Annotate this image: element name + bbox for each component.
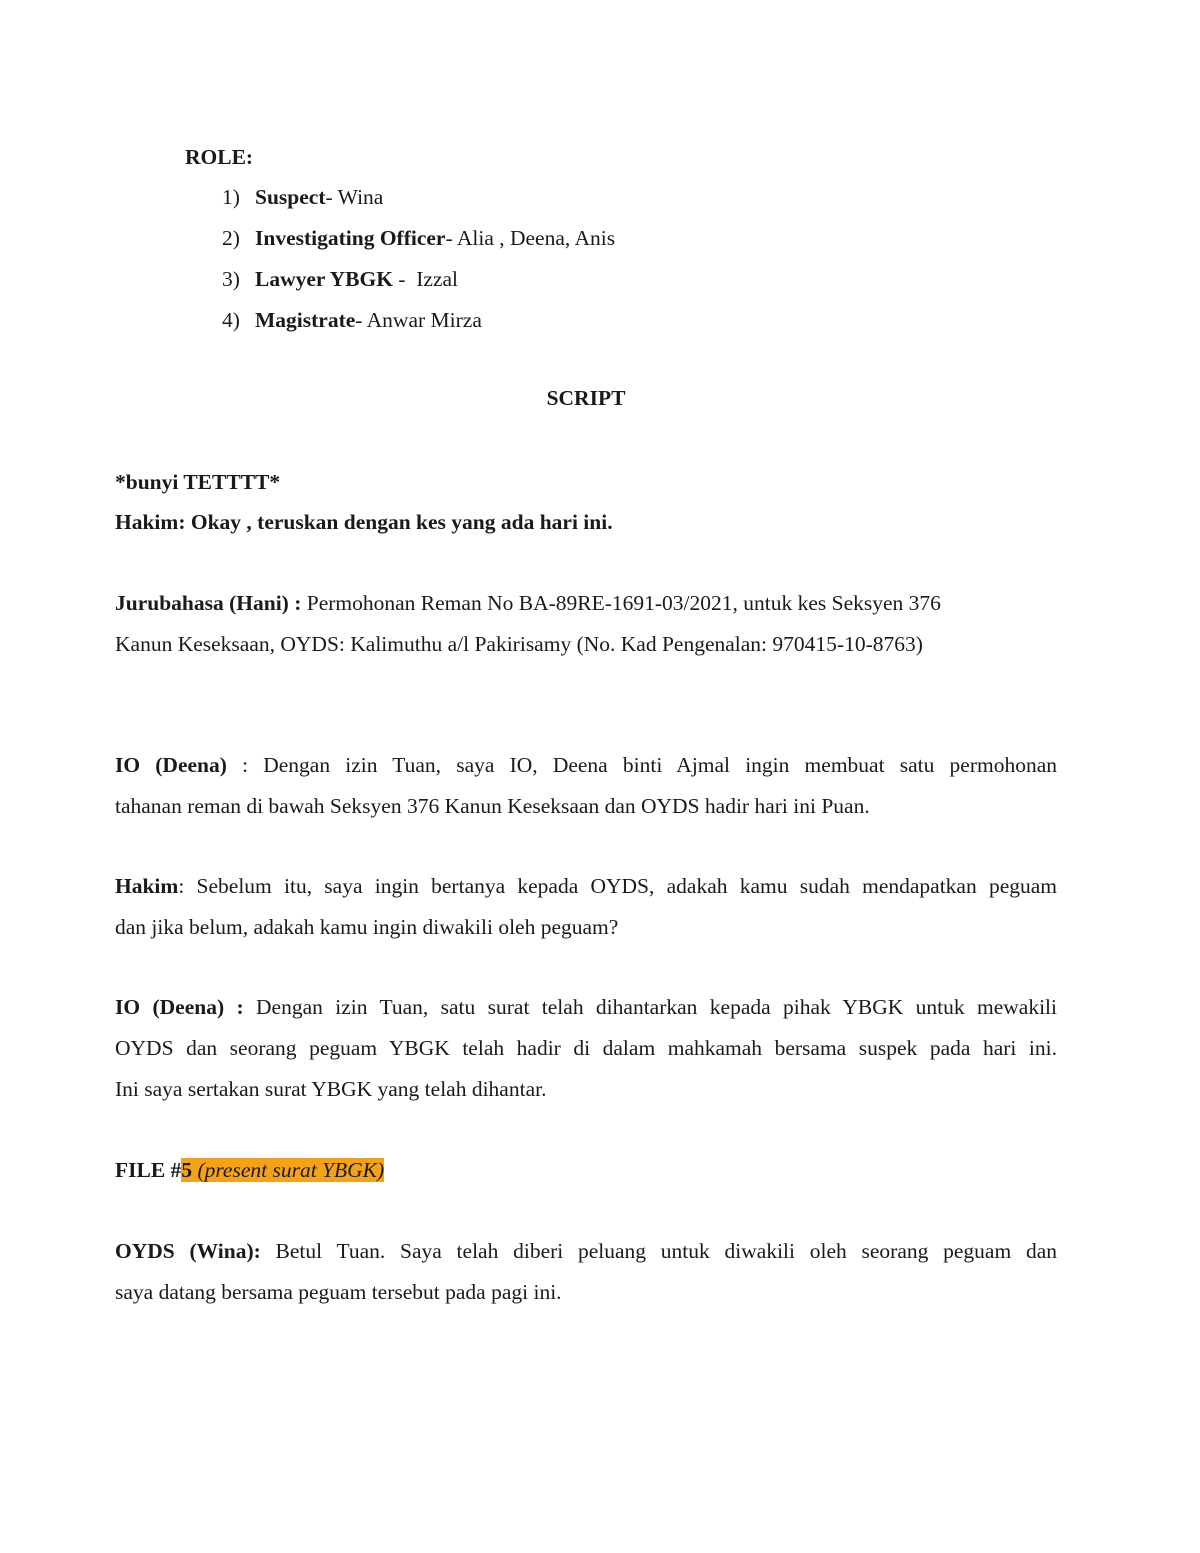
io-deena-paragraph-2: IO (Deena) : Dengan izin Tuan, satu surat telah dihantarkan kepada pihak YBGK untuk mewakili OYDS dan seorang peguam YBGK telah hadir di dalam mahkamah bersama suspek pada hari ini. Ini saya sertakan surat YBGK yang telah dihantar. [115, 995, 1058, 1101]
jurubahasa-paragraph: Jurubahasa (Hani) : Permohonan Reman No BA-89RE-1691-03/2021, untuk kes Seksyen 376 Kanun Keseksaan, OYDS: Kalimuthu a/l Pakirisamy (No. Kad Pengenalan: 970415-10-8763) [115, 591, 941, 656]
file-number-highlight: 5 [181, 1158, 193, 1182]
io-deena-paragraph-1: IO (Deena) : Dengan izin Tuan, saya IO, Deena binti Ajmal ingin membuat satu permohonan tahanan reman di bawah Seksyen 376 Kanun Keseksaan dan OYDS hadir hari ini Puan. [115, 753, 1057, 818]
role-item: 4) Magistrate- Anwar Mirza [222, 308, 482, 332]
speaker-label: IO (Deena) [115, 753, 227, 777]
speaker-label: Jurubahasa (Hani) : [115, 591, 302, 615]
speaker-label: IO (Deena) : [115, 995, 244, 1019]
file-note-highlight: (present surat YBGK) [192, 1158, 385, 1182]
hakim-paragraph: Hakim: Sebelum itu, saya ingin bertanya kepada OYDS, adakah kamu sudah mendapatkan peguam dan jika belum, adakah kamu ingin diwakili oleh peguam? [115, 874, 1057, 939]
file-reference: FILE #5 (present surat YBGK) [115, 1158, 385, 1182]
speaker-label: Hakim [115, 874, 179, 898]
oyds-paragraph: OYDS (Wina): Betul Tuan. Saya telah diberi peluang untuk diwakili oleh seorang peguam dan saya datang bersama peguam tersebut pada pagi ini. [115, 1239, 1057, 1304]
sound-cue: *bunyi TETTTT* [115, 470, 281, 494]
role-item: 2) Investigating Officer- Alia , Deena, Anis [222, 226, 616, 250]
hakim-opening: Hakim: Okay , teruskan dengan kes yang ada hari ini. [115, 510, 613, 534]
role-item: 1) Suspect- Wina [222, 185, 384, 209]
role-item: 3) Lawyer YBGK - Izzal [222, 267, 459, 291]
roles-heading: ROLE: [185, 145, 254, 169]
script-heading: SCRIPT [546, 386, 626, 410]
speaker-label: OYDS (Wina): [115, 1239, 261, 1263]
